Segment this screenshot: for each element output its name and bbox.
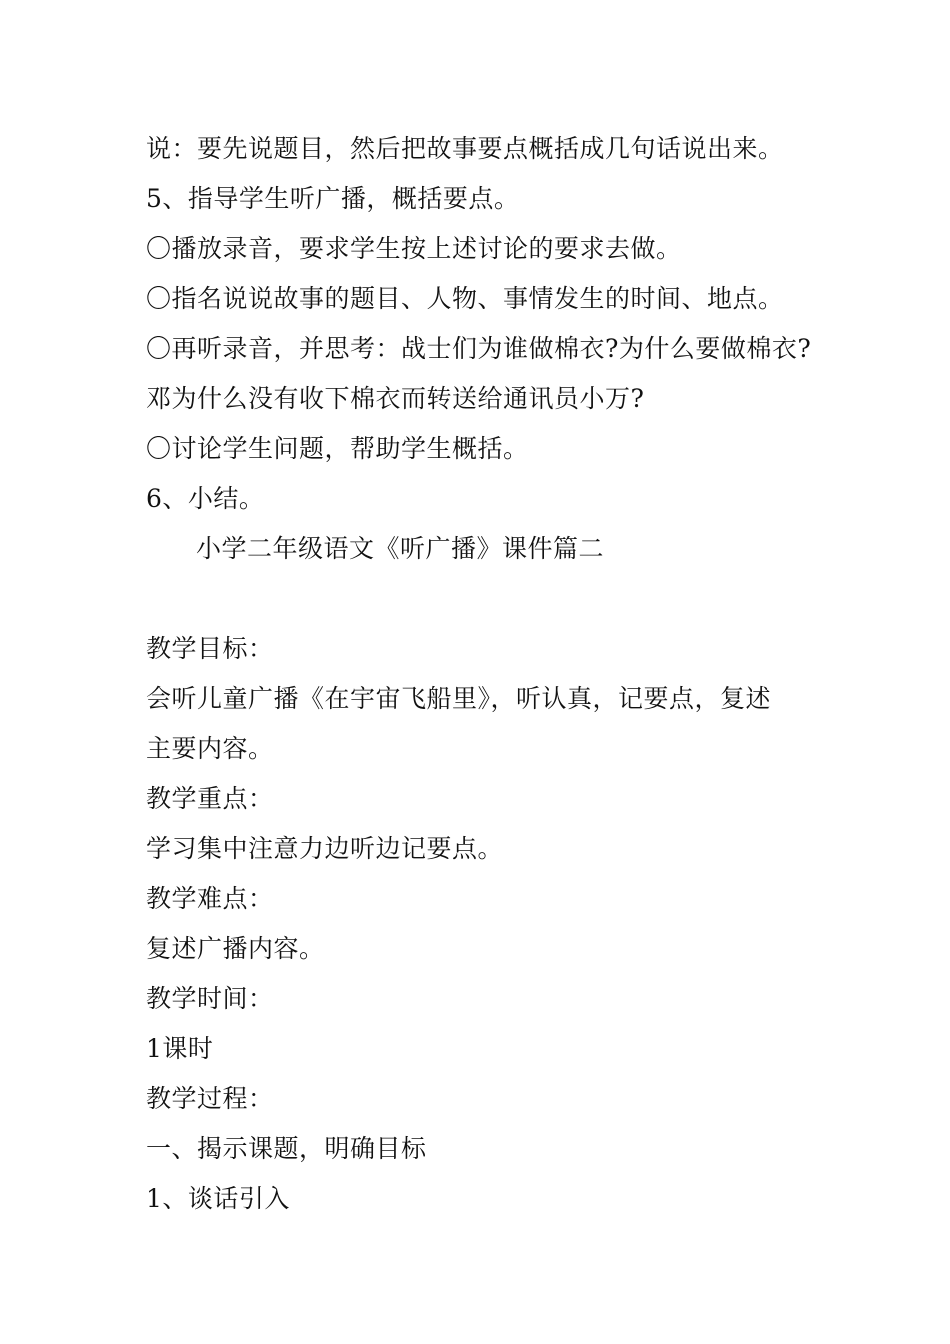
paragraph-line: 教学目标： [146, 634, 274, 663]
paragraph-line: 〇指名说说故事的题目、人物、事情发生的时间、地点。 [146, 284, 784, 313]
paragraph-line: 教学重点： [146, 784, 274, 813]
section-title: 小学二年级语文《听广播》课件篇二 [196, 534, 605, 563]
paragraph-line: 教学难点： [146, 884, 274, 913]
paragraph-line: 1、谈话引入 [146, 1184, 290, 1213]
paragraph-line: 会听儿童广播《在宇宙飞船里》，听认真，记要点，复述 [146, 684, 772, 713]
paragraph-line: 邓为什么没有收下棉衣而转送给通讯员小万? [146, 384, 645, 413]
paragraph-line: 学习集中注意力边听边记要点。 [146, 834, 504, 863]
paragraph-line: 〇再听录音，并思考：战士们为谁做棉衣?为什么要做棉衣? [146, 334, 812, 363]
paragraph-line: 说：要先说题目，然后把故事要点概括成几句话说出来。 [146, 134, 784, 163]
paragraph-line: 教学时间： [146, 984, 274, 1013]
paragraph-line: 〇播放录音，要求学生按上述讨论的要求去做。 [146, 234, 682, 263]
paragraph-line: 教学过程： [146, 1084, 274, 1113]
paragraph-line: 1课时 [146, 1034, 214, 1063]
paragraph-line: 〇讨论学生问题，帮助学生概括。 [146, 434, 529, 463]
paragraph-line: 复述广播内容。 [146, 934, 325, 963]
paragraph-line: 一、揭示课题，明确目标 [146, 1134, 427, 1163]
paragraph-line: 6、小结。 [146, 484, 265, 513]
paragraph-line: 主要内容。 [146, 734, 274, 763]
paragraph-line: 5、指导学生听广播，概括要点。 [146, 184, 520, 213]
